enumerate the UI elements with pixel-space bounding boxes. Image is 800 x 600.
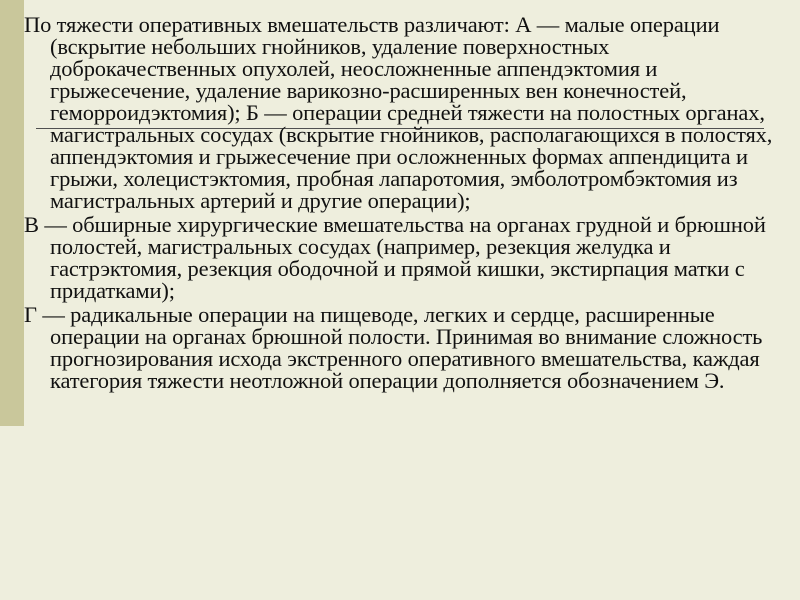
paragraph-severity-a-b: По тяжести оперативных вмешательств различают: А — малые операции (вскрытие небольших гнойников, удаление поверхностных доброкачественных опухолей, неосложненные аппендэктомия и грыжесечение, удаление варикозно-расширенных вен конечностей, геморроидэктомия); Б — операции средней тяжести на полостных органах, магистральных сосудах (вскрытие гнойников, располагающихся в полостях, аппендэктомия и грыжесечение при осложненных формах аппендицита и грыжи, холецистэктомия, пробная лапаротомия, эмболотромбэктомия из магистральных артерий и другие операции); bbox=[24, 12, 773, 213]
slide-text-block bbox=[24, 14, 784, 392]
decorative-side-band bbox=[0, 0, 24, 426]
paragraph-severity-v: В — обширные хирургические вмешательства на органах грудной и брюшной полостей, магистральных сосудах (например, резекция желудка и гастрэктомия, резекция ободочной и прямой кишки, экстирпация матки с придатками); bbox=[24, 212, 766, 303]
paragraph-severity-g: Г — радикальные операции на пищеводе, легких и сердце, расширенные операции на органах брюшной полости. Принимая во внимание сложность прогнозирования исхода экстренного оперативного вмешательства, каждая категория тяжести неотложной операции дополняется обозначением Э. bbox=[24, 302, 763, 393]
